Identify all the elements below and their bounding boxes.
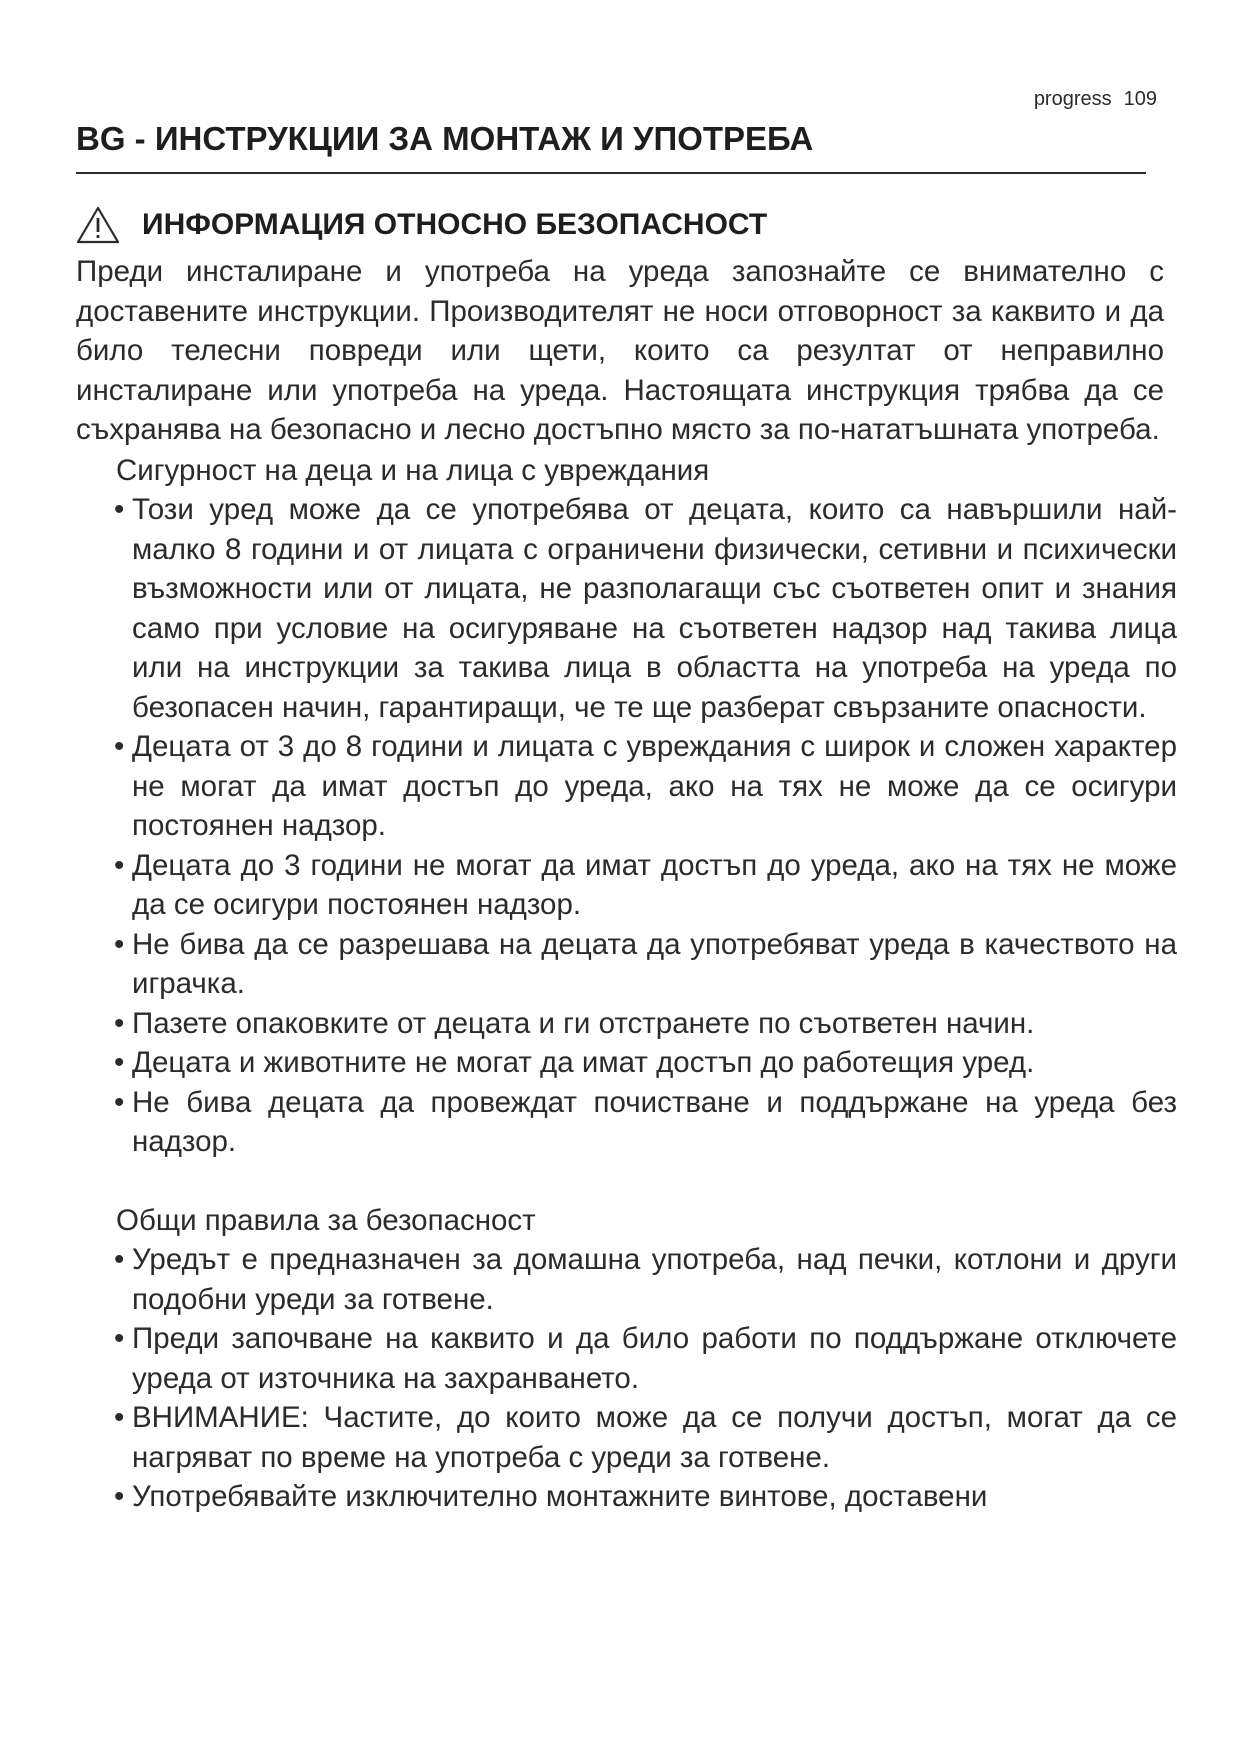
list-item: • Уредът е предназначен за домашна употреба, над печки, котлони и други подобни уреди за готвене. <box>114 1240 1177 1319</box>
list-item: • Пазете опаковките от децата и ги отстранете по съответен начин. <box>114 1004 1177 1044</box>
list-item: • Децата и животните не могат да имат достъп до работещия уред. <box>114 1043 1177 1083</box>
list-item: • Преди започване на каквито и да било работи по поддържане отключете уреда от източника на захранването. <box>114 1319 1177 1398</box>
children-safety-list <box>76 490 1177 1162</box>
list-item: • Не бива децата да провеждат почистване и поддържане на уреда без надзор. <box>114 1083 1177 1162</box>
page-number: 109 <box>1123 88 1157 110</box>
safety-intro: Преди инсталиране и употреба на уреда запознайте се внимателно с доставените инструкции. Производителят не носи отговорност за каквито и да било телесни повреди или щети, които са резултат от неправилно инсталиране или употреба на уреда. Настоящата инструкция трябва да се съхранява на безопасно и лесно достъпно място за по-нататъшната употреба. <box>76 255 1164 446</box>
children-section-heading: Сигурност на деца и на лица с увреждания <box>116 453 710 487</box>
list-item: • Този уред може да се употребява от децата, които са навършили най-малко 8 години и от лицата с ограничени физически, сетивни и психически възможности или от лицата, не разполагащи със съответен опит и знания само при условие на осигуряване на съответен надзор над такива лица или на инструкции за такива лица в областта на употреба на уреда по безопасен начин, гарантиращи, че те ще разберат свързаните опасности. <box>114 490 1177 727</box>
document-body <box>76 252 1177 1517</box>
list-item: • Децата до 3 години не могат да имат достъп до уреда, ако на тях не може да се осигури постоянен надзор. <box>114 846 1177 925</box>
warning-triangle-icon <box>76 206 120 244</box>
list-item: • Децата от 3 до 8 години и лицата с увреждания с широк и сложен характер не могат да имат достъп до уреда, ако на тях не може да се осигури постоянен надзор. <box>114 727 1177 846</box>
list-item: • Употребявайте изключително монтажните винтове, доставени <box>114 1477 1177 1517</box>
list-item: • Не бива да се разрешава на децата да употребяват уреда в качеството на играчка. <box>114 925 1177 1004</box>
general-safety-list <box>76 1240 1177 1517</box>
page-header <box>1034 88 1157 111</box>
document-title: BG - ИНСТРУКЦИИ ЗА МОНТАЖ И УПОТРЕБА <box>76 120 1146 174</box>
general-section-heading: Общи правила за безопасност <box>116 1203 536 1237</box>
list-item: • ВНИМАНИЕ: Частите, до които може да се получи достъп, могат да се нагряват по време на употреба с уреди за готвене. <box>114 1398 1177 1477</box>
safety-heading <box>76 206 767 244</box>
brand-name: progress <box>1033 88 1112 110</box>
safety-heading-text: ИНФОРМАЦИЯ ОТНОСНО БЕЗОПАСНОСТ <box>142 208 768 241</box>
